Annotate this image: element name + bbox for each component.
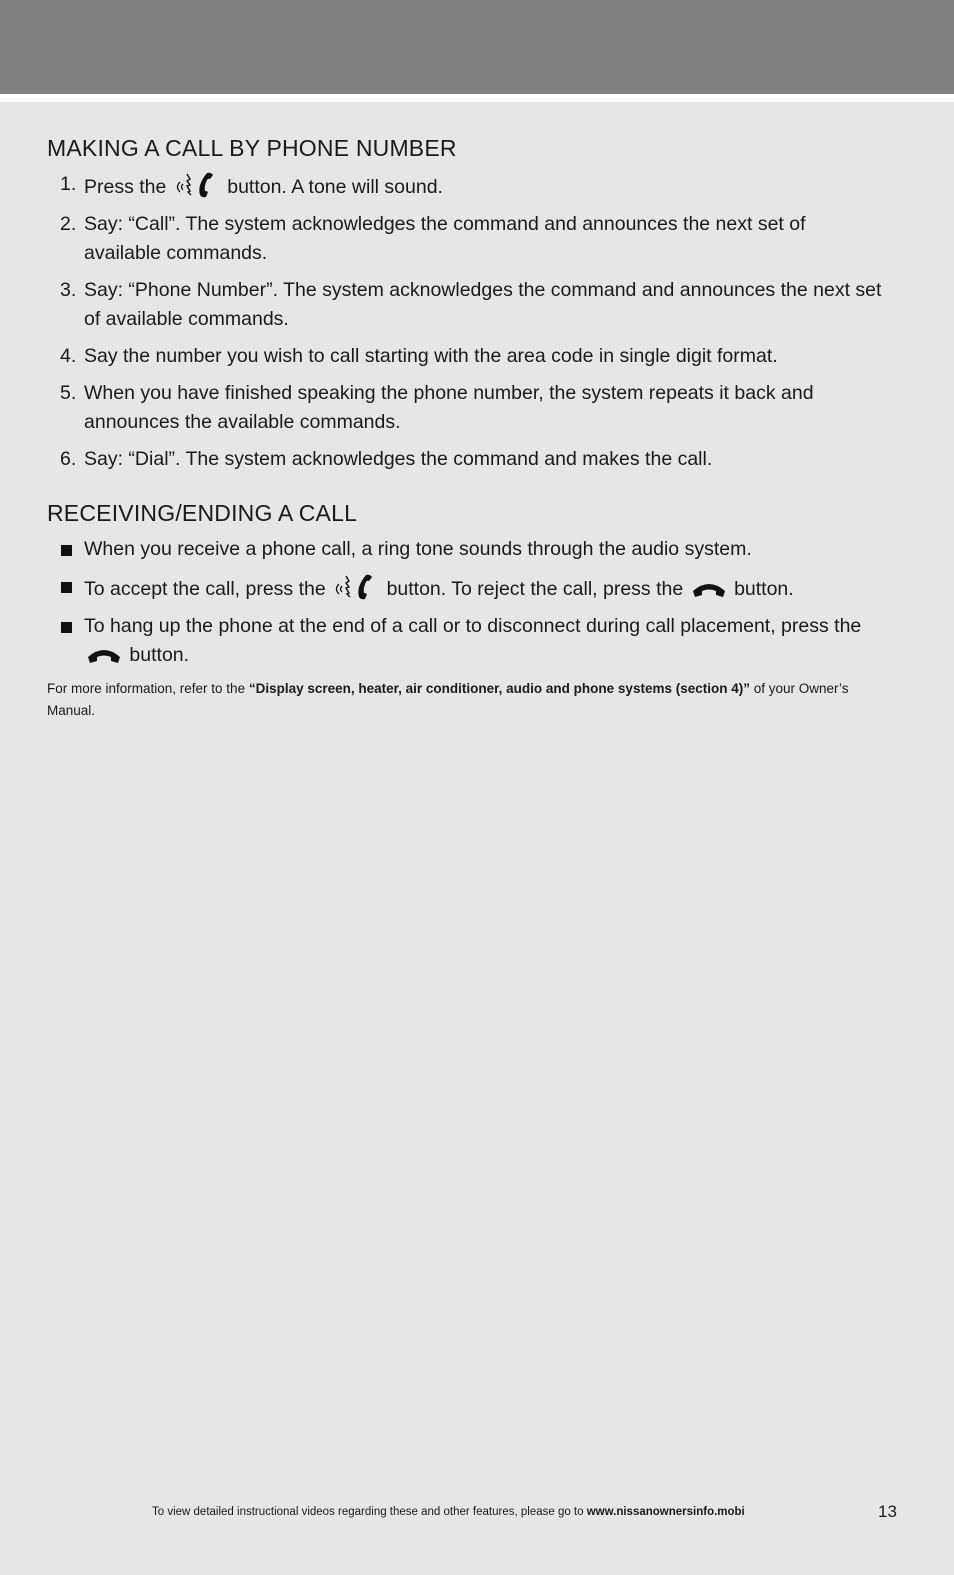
step-text: Say: “Phone Number”. The system acknowledges the command and announces the next set of available commands. xyxy=(84,279,882,330)
bullet-square-icon xyxy=(61,582,72,593)
step-number: 4. xyxy=(60,345,77,367)
header-band xyxy=(0,0,954,94)
section-title-making-call: MAKING A CALL BY PHONE NUMBER xyxy=(47,135,457,161)
hang-up-icon xyxy=(86,645,122,665)
step-number: 5. xyxy=(60,382,77,404)
step-text: When you have finished speaking the phone number, the system repeats it back and announces the available commands. xyxy=(84,382,814,433)
bullet-text-suffix: button. xyxy=(129,644,190,666)
talk-phone-icon xyxy=(333,572,379,600)
footer-url-link[interactable]: www.nissanownersinfo.mobi xyxy=(586,1506,745,1518)
step-text: Press the xyxy=(84,176,167,198)
step-item xyxy=(47,445,887,474)
reference-note xyxy=(47,678,887,722)
step-number: 3. xyxy=(60,279,77,301)
bullet-text: When you receive a phone call, a ring tone sounds through the audio system. xyxy=(84,538,752,560)
step-number: 6. xyxy=(60,448,77,470)
footer-label: To view detailed instructional videos regarding these and other features, please go to xyxy=(152,1506,587,1518)
step-number: 1. xyxy=(60,173,77,195)
section-title-receiving-call: RECEIVING/ENDING A CALL xyxy=(47,500,358,526)
step-text: Say: “Call”. The system acknowledges the command and announces the next set of available commands. xyxy=(84,213,806,264)
step-text-suffix: button. A tone will sound. xyxy=(227,176,443,198)
step-item xyxy=(47,276,887,334)
making-call-steps xyxy=(47,170,887,474)
step-text: Say the number you wish to call starting with the area code in single digit format. xyxy=(84,345,778,367)
bullet-square-icon xyxy=(61,545,72,556)
bullet-text: To accept the call, press the xyxy=(84,578,326,600)
hang-up-icon xyxy=(691,579,727,599)
bullet-text-suffix: button. xyxy=(734,578,794,600)
page-content xyxy=(47,135,887,736)
step-item xyxy=(47,342,887,371)
step-item xyxy=(47,210,887,268)
note-prefix: For more information, refer to the xyxy=(47,681,249,696)
step-number: 2. xyxy=(60,213,77,235)
note-manual-section: “Display screen, heater, air conditioner, audio and phone systems (section 4)” xyxy=(248,681,750,696)
bullet-item xyxy=(47,572,887,604)
step-text: Say: “Dial”. The system acknowledges the command and makes the call. xyxy=(84,448,713,470)
bullet-square-icon xyxy=(61,622,72,633)
note-suffix: of your Owner’s Manual. xyxy=(47,681,849,718)
page-number: 13 xyxy=(878,1502,897,1521)
talk-phone-icon xyxy=(174,170,220,198)
receiving-call-bullets xyxy=(47,535,887,670)
bullet-text-middle: button. To reject the call, press the xyxy=(386,578,684,600)
step-item xyxy=(47,379,887,437)
bullet-item xyxy=(47,612,887,670)
header-rule xyxy=(0,94,954,102)
bullet-item xyxy=(47,535,887,564)
step-item xyxy=(47,170,887,202)
footer-text xyxy=(152,1506,745,1518)
bullet-text: To hang up the phone at the end of a call or to disconnect during call placement, press the xyxy=(84,615,862,637)
